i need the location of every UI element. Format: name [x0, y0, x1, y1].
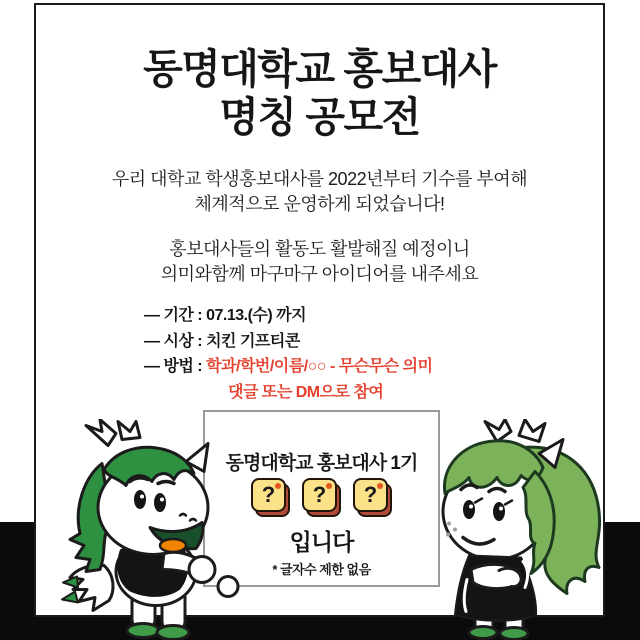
detail-period-value: 07.13.(수) 까지 [206, 307, 307, 324]
detail-list [144, 303, 432, 405]
detail-period [144, 303, 432, 329]
callout-line2: 의미와함께 마구마구 아이디어를 내주세요 [160, 264, 479, 284]
question-mark-icon [251, 478, 286, 512]
tile-question-mark: ? [261, 482, 276, 507]
question-mark-icon [353, 478, 388, 512]
detail-prize [144, 329, 432, 355]
mascot-left-horse-icon [56, 419, 244, 640]
callout-line1: 홍보대사들의 활동도 활발해질 예정이니 [169, 239, 470, 259]
answer-box-heading: 동명대학교 홍보대사 1기 [225, 453, 418, 474]
question-tile [251, 478, 290, 518]
callout-paragraph [36, 237, 603, 287]
question-tile [353, 478, 392, 518]
poster-title-line2: 명칭 공모전 [219, 94, 420, 140]
poster-title [36, 45, 603, 141]
detail-method-value: 학과/학번/이름/○○ - 무슨무슨 의미 [206, 358, 433, 375]
question-tile [302, 478, 341, 518]
tile-corner-dot [377, 483, 383, 489]
tile-question-mark: ? [363, 482, 378, 507]
answer-box-suffix: 입니다 [289, 529, 354, 555]
detail-prize-value: 치킨 기프티콘 [206, 332, 300, 350]
detail-prize-label: — 시상 : [144, 332, 203, 350]
intro-paragraph [36, 167, 603, 217]
question-mark-icon [302, 478, 337, 512]
detail-method-line2: 댓글 또는 DM으로 참여 [228, 383, 384, 401]
poster-title-line1: 동명대학교 홍보대사 [143, 46, 496, 92]
detail-method [144, 354, 432, 380]
intro-line2: 체계적으로 운영하게 되었습니다! [194, 194, 445, 214]
detail-period-label: — 기간 : [144, 307, 203, 324]
tile-corner-dot [326, 483, 332, 489]
intro-line1: 우리 대학교 학생홍보대사를 2022년부터 기수를 부여해 [111, 169, 528, 189]
detail-method-label: — 방법 : [144, 358, 203, 375]
tile-question-mark: ? [312, 482, 327, 507]
answer-box-note: * 글자수 제한 없음 [272, 562, 371, 577]
mascot-right-horse-icon [427, 419, 613, 640]
tile-corner-dot [275, 483, 281, 489]
